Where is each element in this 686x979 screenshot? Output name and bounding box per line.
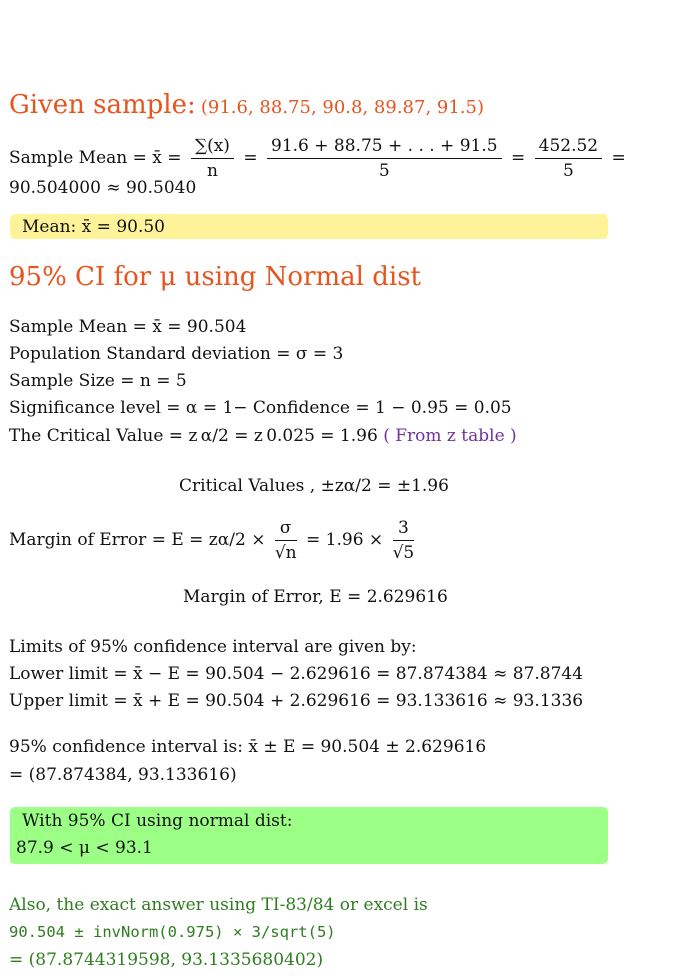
three-numerator: 3 [393,516,415,541]
exact-line-1: Also, the exact answer using TI-83/84 or excel is [9,895,428,915]
total-fraction [535,134,602,183]
xbar-symbol: x̄ [152,148,162,168]
given-label: Given sample: [9,90,196,120]
values-fraction [267,134,502,183]
param-sample-size: Sample Size = n = 5 [9,371,187,391]
interval-line-2: = (87.874384, 93.133616) [9,765,237,785]
margin-label: Margin of Error = E = zα/2 × [9,530,266,550]
param-critical-value [9,423,517,450]
sum-denominator: n [206,161,218,181]
critical-value-text: The Critical Value = z α/2 = z 0.025 = 1.96 [9,426,378,446]
sigma-numerator: σ [275,516,297,541]
given-values: (91.6, 88.75, 90.8, 89.87, 91.5) [200,97,484,118]
ci-heading: 95% CI for μ using Normal dist [9,262,421,292]
critical-values-line: Critical Values , ±zα/2 = ±1.96 [179,476,449,496]
equals-sign: = [167,148,182,168]
param-significance: Significance level = α = 1− Confidence = 1 − 0.95 = 0.05 [9,398,512,418]
sigma-over-root-n [275,516,297,565]
lower-limit: Lower limit = x̄ − E = 90.504 − 2.629616 = 87.874384 ≈ 87.8744 [9,664,584,684]
sample-mean-label: Sample Mean = [9,148,147,168]
sum-numerator: ∑(x) [191,134,234,159]
interval-line-1: 95% confidence interval is: x̄ ± E = 90.504 ± 2.629616 [9,737,487,757]
given-sample-line [9,90,484,120]
sum-fraction [191,134,234,183]
root-n-denominator: √n [274,543,297,563]
margin-result: Margin of Error, E = 2.629616 [183,587,448,607]
equals-sign: = [611,148,626,168]
values-denominator: 5 [378,161,390,181]
upper-limit: Upper limit = x̄ + E = 90.504 + 2.629616 = 93.133616 ≈ 93.1336 [9,691,584,711]
mean-box-text: Mean: x̄ = 90.50 [22,217,165,237]
margin-formula [9,516,418,565]
equals-sign: = [510,148,526,168]
equals-sign: = [243,148,258,168]
z-table-note: ( From z table ) [383,426,517,446]
margin-mid: = 1.96 × [306,530,384,550]
final-box-line-2: 87.9 < μ < 93.1 [16,838,153,858]
final-box-line-1: With 95% CI using normal dist: [22,811,293,831]
total-denominator: 5 [562,161,574,181]
values-numerator: 91.6 + 88.75 + . . . + 91.5 [267,134,502,159]
exact-line-3: = (87.8744319598, 93.1335680402) [9,950,324,970]
limits-intro: Limits of 95% confidence interval are given by: [9,637,417,657]
three-over-root-five [393,516,415,565]
param-sample-mean: Sample Mean = x̄ = 90.504 [9,317,247,337]
root-five-denominator: √5 [392,543,415,563]
param-population-sd: Population Standard deviation = σ = 3 [9,344,344,364]
exact-line-2: 90.504 ± invNorm(0.975) × 3/sqrt(5) [9,923,336,941]
sample-mean-result: 90.504000 ≈ 90.5040 [9,178,197,198]
total-numerator: 452.52 [535,134,602,159]
